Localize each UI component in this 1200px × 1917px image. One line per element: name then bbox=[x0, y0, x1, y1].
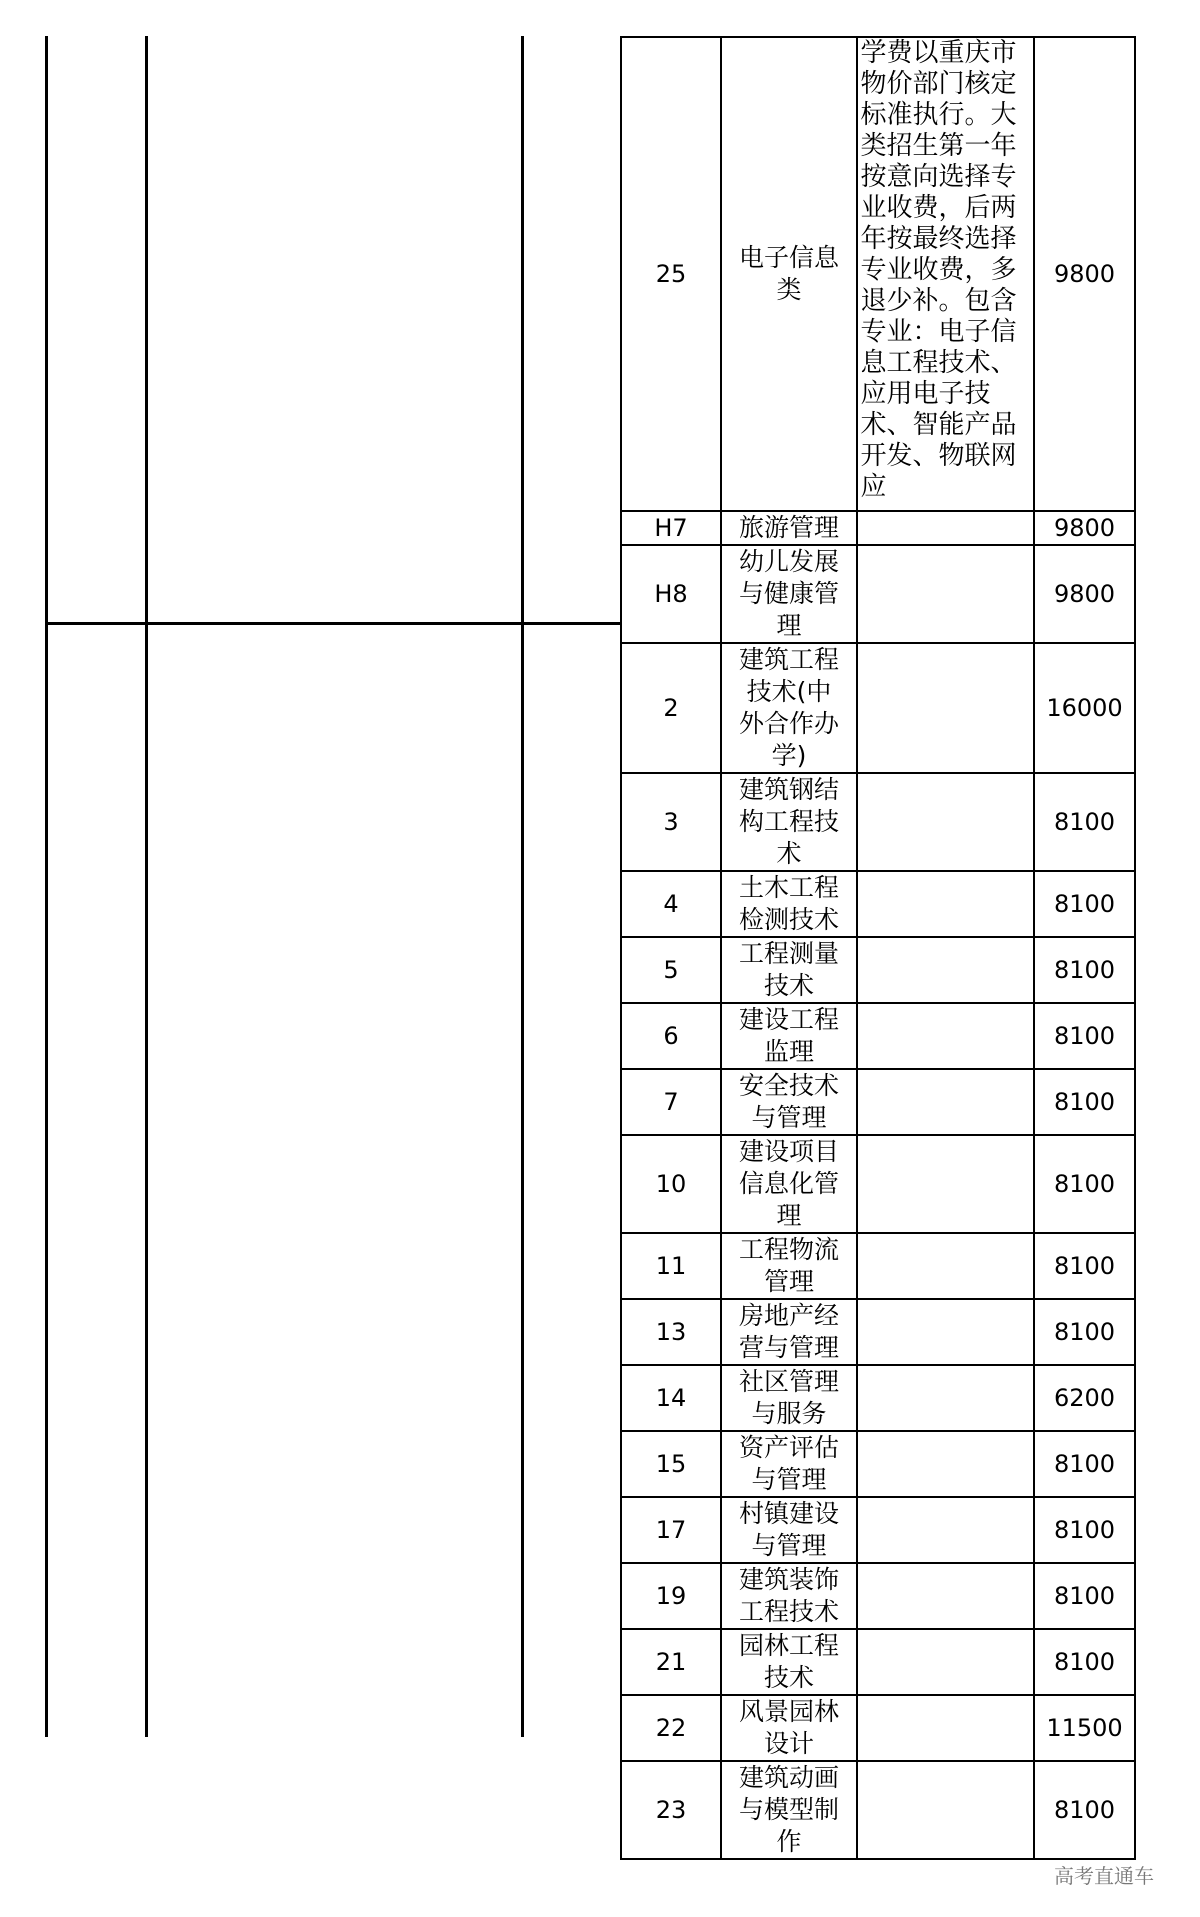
tuition-fee: 8100 bbox=[1034, 1135, 1135, 1233]
table-row bbox=[621, 37, 1135, 511]
table-row bbox=[621, 1365, 1135, 1431]
tuition-fee: 8100 bbox=[1034, 1431, 1135, 1497]
major-code: 11 bbox=[621, 1233, 721, 1299]
major-code: 13 bbox=[621, 1299, 721, 1365]
note-cell bbox=[857, 1003, 1034, 1069]
major-name-cell bbox=[721, 1003, 857, 1069]
note-cell bbox=[857, 1629, 1034, 1695]
tuition-fee: 8100 bbox=[1034, 1233, 1135, 1299]
major-name-cell bbox=[721, 1365, 857, 1431]
tuition-fee: 8100 bbox=[1034, 1497, 1135, 1563]
note-cell bbox=[857, 545, 1034, 643]
table-row bbox=[621, 1299, 1135, 1365]
tuition-fee: 16000 bbox=[1034, 643, 1135, 773]
left-column-line-2 bbox=[145, 36, 148, 1737]
major-code: 22 bbox=[621, 1695, 721, 1761]
major-name-cell bbox=[721, 37, 857, 511]
major-name: 房地产经营与管理 bbox=[738, 1301, 839, 1362]
major-code: 7 bbox=[621, 1069, 721, 1135]
left-column-line-3 bbox=[521, 36, 524, 1737]
major-code: 21 bbox=[621, 1629, 721, 1695]
major-name-cell bbox=[721, 1761, 857, 1859]
major-name: 土木工程检测技术 bbox=[738, 873, 839, 934]
major-name-cell bbox=[721, 1563, 857, 1629]
tuition-fee: 8100 bbox=[1034, 1003, 1135, 1069]
watermark-text: 高考直通车 bbox=[1054, 1864, 1154, 1888]
tuition-fee: 8100 bbox=[1034, 1761, 1135, 1859]
table-row bbox=[621, 1629, 1135, 1695]
tuition-fee: 8100 bbox=[1034, 937, 1135, 1003]
tuition-fee: 8100 bbox=[1034, 1069, 1135, 1135]
note-cell bbox=[857, 643, 1034, 773]
major-name-cell bbox=[721, 1497, 857, 1563]
note-cell bbox=[857, 511, 1034, 545]
major-name: 社区管理与服务 bbox=[738, 1367, 839, 1428]
tuition-fee: 9800 bbox=[1034, 37, 1135, 511]
major-code: 3 bbox=[621, 773, 721, 871]
major-name: 建筑装饰工程技术 bbox=[738, 1565, 839, 1626]
major-name-cell bbox=[721, 773, 857, 871]
group-divider-line bbox=[45, 622, 622, 625]
note-cell bbox=[857, 871, 1034, 937]
tuition-fee: 9800 bbox=[1034, 545, 1135, 643]
major-code: 2 bbox=[621, 643, 721, 773]
table-row bbox=[621, 511, 1135, 545]
note-cell bbox=[857, 937, 1034, 1003]
table-row bbox=[621, 643, 1135, 773]
note-cell bbox=[857, 1431, 1034, 1497]
major-code: 17 bbox=[621, 1497, 721, 1563]
major-code: 14 bbox=[621, 1365, 721, 1431]
major-name: 建筑动画与模型制作 bbox=[738, 1763, 839, 1856]
tuition-table bbox=[620, 36, 1136, 1860]
major-code: 23 bbox=[621, 1761, 721, 1859]
major-name: 风景园林设计 bbox=[738, 1697, 839, 1758]
major-name: 村镇建设与管理 bbox=[738, 1499, 839, 1560]
major-name-cell bbox=[721, 643, 857, 773]
major-code: 4 bbox=[621, 871, 721, 937]
note-cell bbox=[857, 1761, 1034, 1859]
table-row bbox=[621, 1761, 1135, 1859]
major-code: H8 bbox=[621, 545, 721, 643]
table-row bbox=[621, 1003, 1135, 1069]
table-row bbox=[621, 545, 1135, 643]
major-name-cell bbox=[721, 1135, 857, 1233]
table-row bbox=[621, 1135, 1135, 1233]
left-column-line-1 bbox=[45, 36, 48, 1737]
major-name: 园林工程技术 bbox=[738, 1631, 839, 1692]
major-name-cell bbox=[721, 1233, 857, 1299]
table-row bbox=[621, 1563, 1135, 1629]
tuition-fee: 8100 bbox=[1034, 773, 1135, 871]
tuition-fee: 9800 bbox=[1034, 511, 1135, 545]
major-code: 25 bbox=[621, 37, 721, 511]
major-name-cell bbox=[721, 1069, 857, 1135]
major-name: 幼儿发展与健康管理 bbox=[738, 547, 839, 640]
major-code: 10 bbox=[621, 1135, 721, 1233]
major-name: 建筑钢结构工程技术 bbox=[738, 775, 839, 868]
table-row bbox=[621, 1695, 1135, 1761]
major-name-cell bbox=[721, 1695, 857, 1761]
tuition-fee: 8100 bbox=[1034, 1629, 1135, 1695]
major-name-cell bbox=[721, 545, 857, 643]
tuition-fee: 11500 bbox=[1034, 1695, 1135, 1761]
table-row bbox=[621, 1233, 1135, 1299]
table-row bbox=[621, 773, 1135, 871]
tuition-fee: 8100 bbox=[1034, 871, 1135, 937]
major-code: 5 bbox=[621, 937, 721, 1003]
major-code: 19 bbox=[621, 1563, 721, 1629]
major-name: 建设项目信息化管理 bbox=[738, 1137, 839, 1230]
note-cell bbox=[857, 1563, 1034, 1629]
note-cell bbox=[857, 1365, 1034, 1431]
major-name: 安全技术与管理 bbox=[738, 1071, 839, 1132]
major-name-cell bbox=[721, 1629, 857, 1695]
table-row bbox=[621, 1497, 1135, 1563]
major-name: 建设工程监理 bbox=[738, 1005, 839, 1066]
fee-note: 学费以重庆市物价部门核定标准执行。大类招生第一年按意向选择专业收费，后两年按最终选择专业收费，多退少补。包含专业：电子信息工程技术、应用电子技术、智能产品开发、物联网应 bbox=[860, 38, 1017, 502]
major-name-cell bbox=[721, 937, 857, 1003]
note-cell bbox=[857, 1299, 1034, 1365]
tuition-fee: 6200 bbox=[1034, 1365, 1135, 1431]
major-name-cell bbox=[721, 1299, 857, 1365]
note-cell bbox=[857, 37, 1034, 511]
tuition-fee: 8100 bbox=[1034, 1299, 1135, 1365]
major-name-cell bbox=[721, 1431, 857, 1497]
note-cell bbox=[857, 1135, 1034, 1233]
major-code: H7 bbox=[621, 511, 721, 545]
table-row bbox=[621, 1431, 1135, 1497]
major-name: 旅游管理 bbox=[738, 513, 839, 542]
note-cell bbox=[857, 773, 1034, 871]
major-name-cell bbox=[721, 871, 857, 937]
major-name: 工程测量技术 bbox=[738, 939, 839, 1000]
table-row bbox=[621, 1069, 1135, 1135]
major-name: 建筑工程技术(中外合作办学) bbox=[738, 645, 839, 770]
major-name: 工程物流管理 bbox=[738, 1235, 839, 1296]
tuition-fee: 8100 bbox=[1034, 1563, 1135, 1629]
table-row bbox=[621, 871, 1135, 937]
major-name-cell bbox=[721, 511, 857, 545]
major-code: 6 bbox=[621, 1003, 721, 1069]
major-name: 资产评估与管理 bbox=[738, 1433, 839, 1494]
note-cell bbox=[857, 1233, 1034, 1299]
note-cell bbox=[857, 1695, 1034, 1761]
note-cell bbox=[857, 1069, 1034, 1135]
major-name: 电子信息类 bbox=[738, 243, 839, 304]
major-code: 15 bbox=[621, 1431, 721, 1497]
table-row bbox=[621, 937, 1135, 1003]
note-cell bbox=[857, 1497, 1034, 1563]
